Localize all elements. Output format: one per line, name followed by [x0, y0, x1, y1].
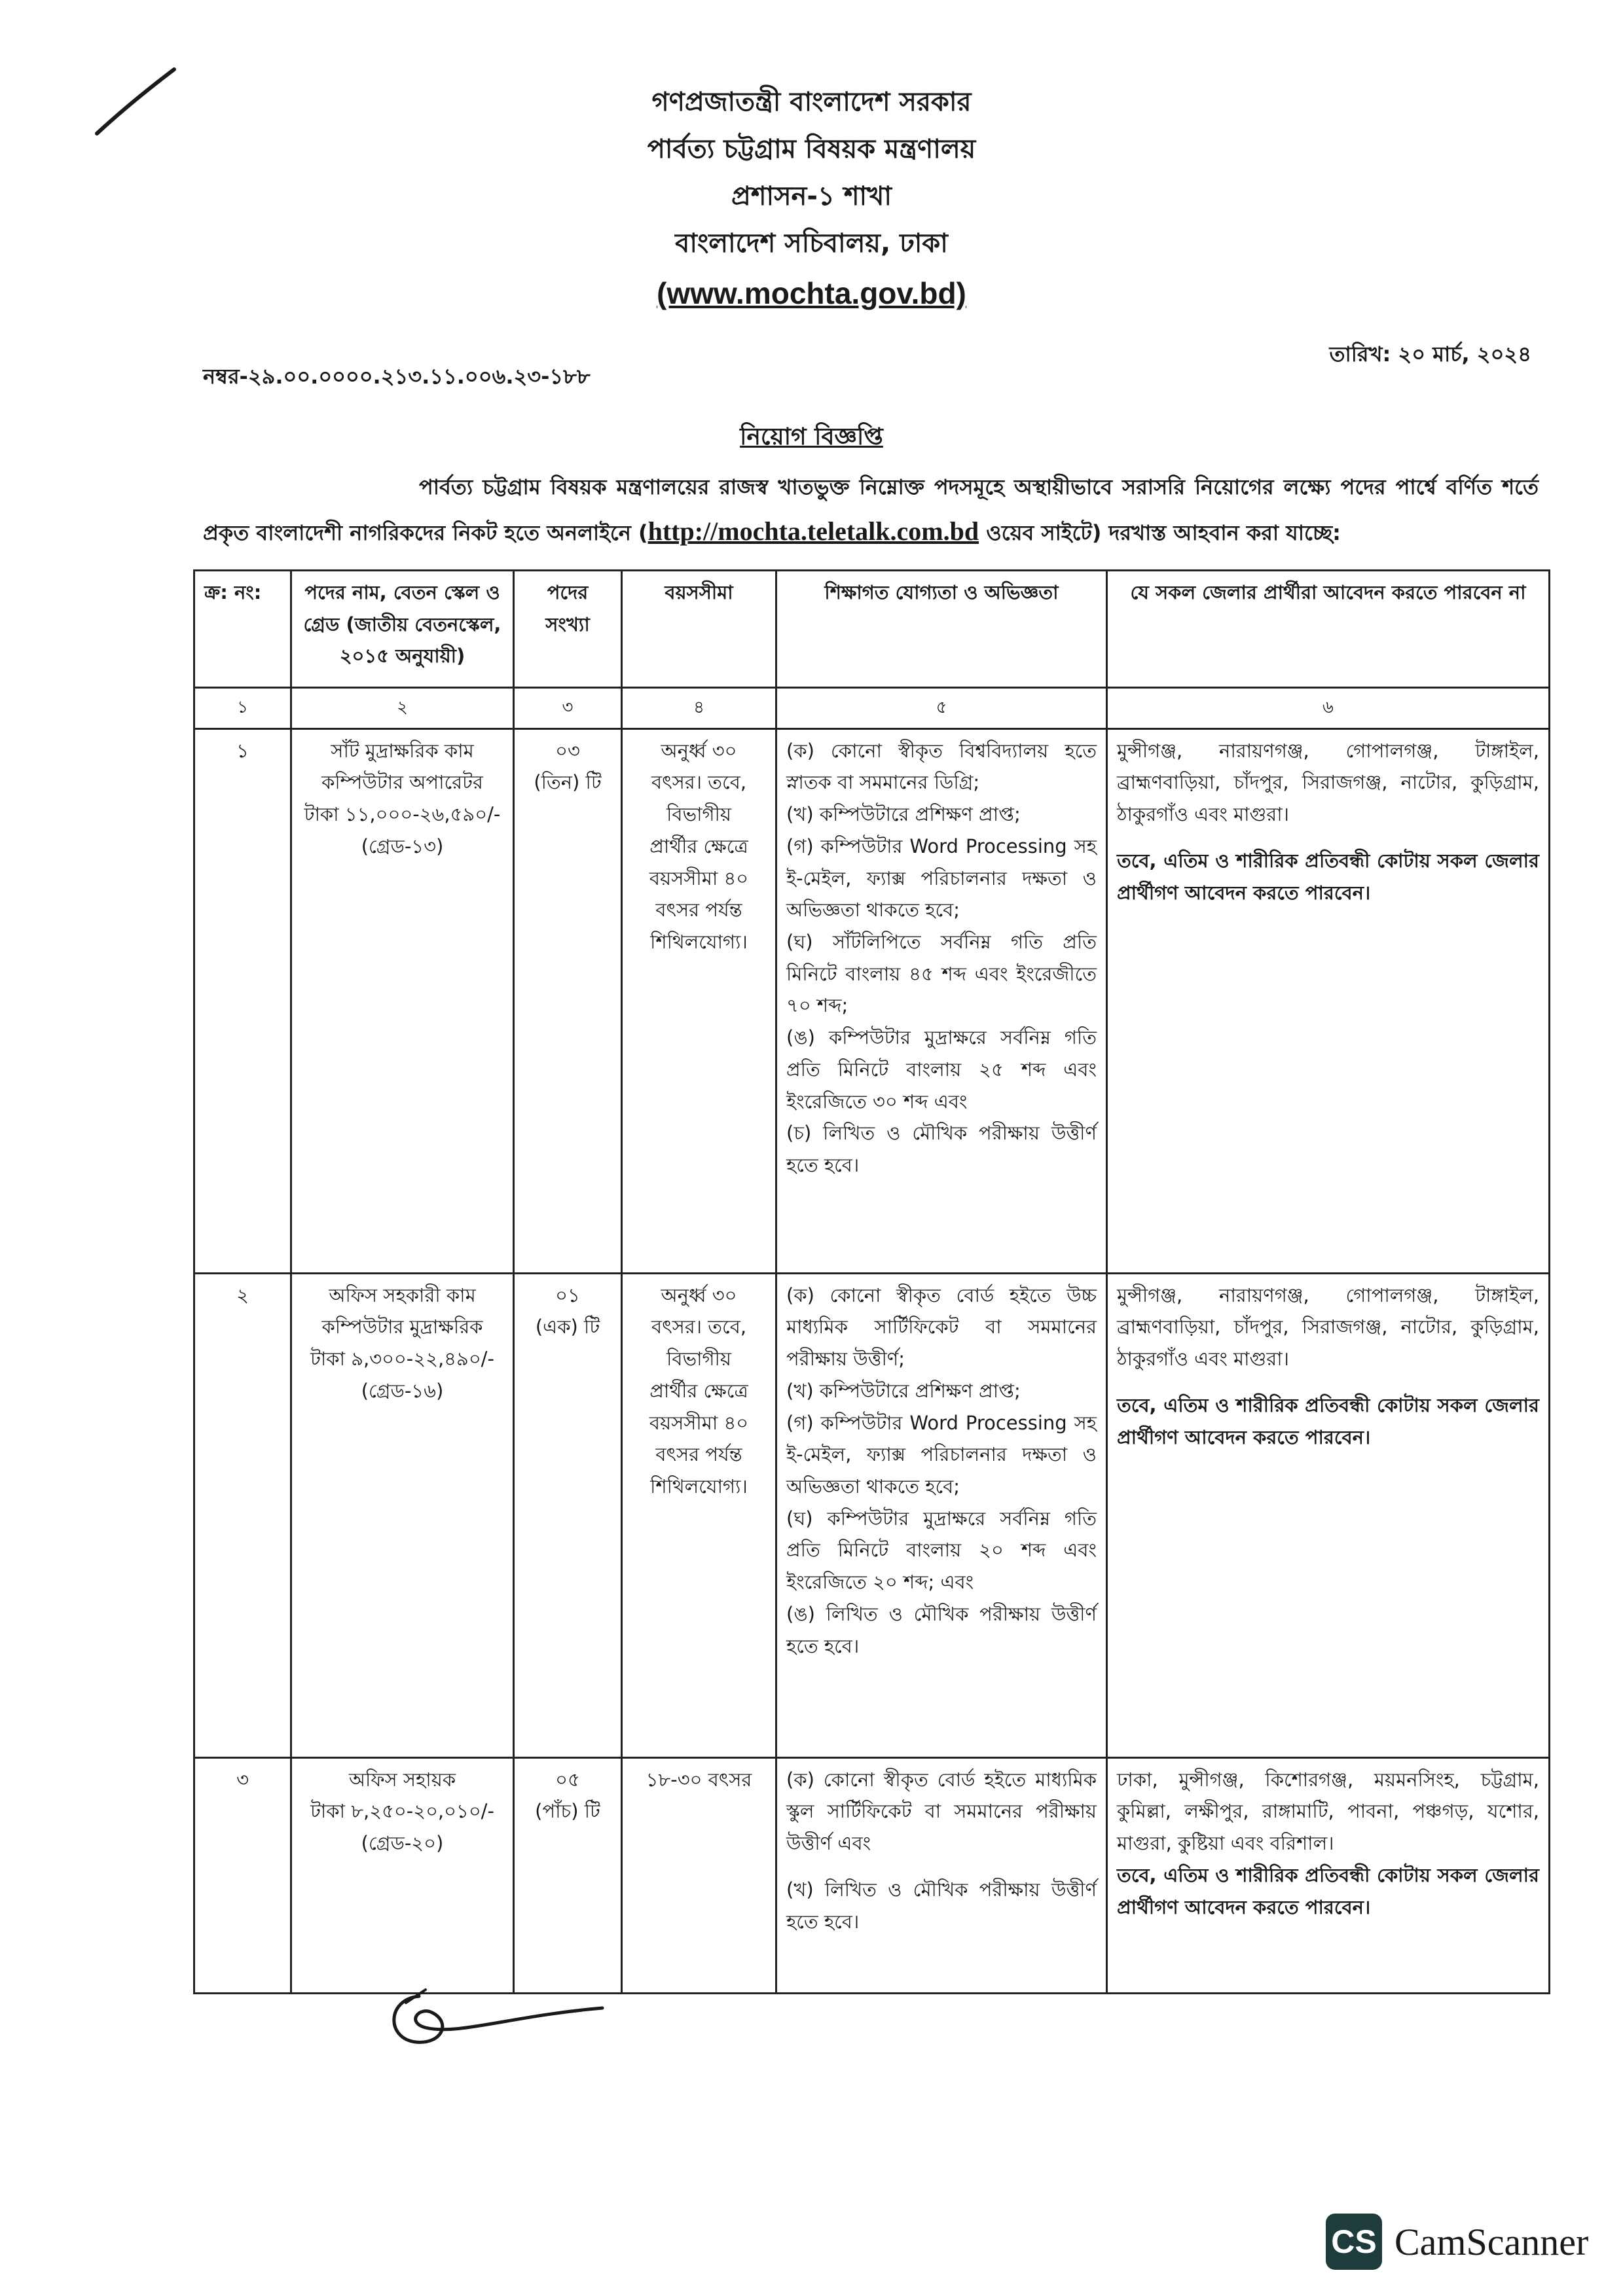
age-cell	[622, 1757, 776, 1993]
intro-paragraph	[203, 465, 1539, 555]
post-line: কম্পিউটার মুদ্রাক্ষরিক	[321, 1316, 483, 1338]
application-link[interactable]: http://mochta.teletalk.com.bd	[647, 516, 979, 546]
column-number: ৩	[514, 688, 622, 729]
post-line: (গ্রেড-২০)	[361, 1832, 444, 1855]
age-line: বিভাগীয়	[666, 1348, 731, 1371]
camscanner-logo: CS	[1326, 2214, 1382, 2270]
count-words: (এক) টি	[535, 1316, 600, 1338]
column-number: ৬	[1107, 688, 1550, 729]
quota-note: তবে, এতিম ও শারীরিক প্রতিবন্ধী কোটায় সকল জেলার প্রার্থীগণ আবেদন করতে পারবেন।	[1117, 1863, 1539, 1918]
qualification-item: (চ) লিখিত ও মৌখিক পরীক্ষায় উত্তীর্ণ হতে হবে।	[786, 1122, 1097, 1177]
spacer	[1117, 1375, 1539, 1390]
count-number: ০৩	[555, 739, 580, 762]
qualification-cell	[776, 1757, 1107, 1993]
qualification-item: (খ) লিখিত ও মৌখিক পরীক্ষায় উত্তীর্ণ হতে হবে।	[786, 1878, 1097, 1933]
age-line: বৎসর। তবে,	[651, 1316, 747, 1338]
intro-text: পার্বত্য চট্টগ্রাম বিষয়ক মন্ত্রণালয়ের রাজস্ব খাতভুক্ত নিম্নোক্ত পদসমূহে অস্থায়ীভাবে সরাসরি নিয়োগের লক্ষ্যে পদের পার্শ্বে বর্ণিত শর্তে প্রকৃত বাংলাদেশী নাগরিকদের নিকট হতে অনলাইনে (	[203, 475, 1539, 545]
post-cell	[291, 728, 514, 1273]
post-line: অফিস সহায়ক	[348, 1768, 456, 1791]
header-count: পদের সংখ্যা	[514, 571, 622, 688]
count-number: ০৫	[555, 1768, 580, 1791]
spacer	[786, 1859, 1097, 1874]
header-qualification: শিক্ষাগত যোগ্যতা ও অভিজ্ঞতা	[776, 571, 1107, 688]
vacancy-table	[193, 569, 1550, 1994]
branch-name: প্রশাসন-১ শাখা	[731, 181, 892, 211]
quota-note: তবে, এতিম ও শারীরিক প্রতিবন্ধী কোটায় সকল জেলার প্রার্থীগণ আবেদন করতে পারবেন।	[1117, 1393, 1539, 1448]
column-number: ১	[194, 688, 291, 729]
column-number: ৫	[776, 688, 1107, 729]
office-address: বাংলাদেশ সচিবালয়, ঢাকা	[675, 228, 948, 259]
post-line: টাকা ১১,০০০-২৬,৫৯০/-	[304, 803, 501, 826]
table-header-row	[194, 571, 1550, 688]
age-line: বিভাগীয়	[666, 803, 731, 826]
spacer	[1117, 831, 1539, 845]
count-cell	[514, 1273, 622, 1757]
qualification-cell	[776, 1273, 1107, 1757]
header-districts: যে সকল জেলার প্রার্থীরা আবেদন করতে পারবেন না	[1107, 571, 1550, 688]
age-cell	[622, 728, 776, 1273]
table-row	[194, 1757, 1550, 1993]
post-line: কম্পিউটার অপারেটর	[321, 771, 483, 794]
post-line: সাঁট মুদ্রাক্ষরিক কাম	[331, 739, 474, 762]
districts-cell	[1107, 1757, 1550, 1993]
issue-date: তারিখ: ২০ মার্চ, ২০২৪	[1329, 342, 1531, 367]
website-link[interactable]: (www.mochta.gov.bd)	[657, 276, 966, 310]
qualification-item: (খ) কম্পিউটারে প্রশিক্ষণ প্রাপ্ত;	[786, 803, 1021, 826]
count-words: (পাঁচ) টি	[535, 1800, 600, 1823]
post-line: টাকা ৯,৩০০-২২,৪৯০/-	[310, 1348, 494, 1371]
quota-note: তবে, এতিম ও শারীরিক প্রতিবন্ধী কোটায় সকল জেলার প্রার্থীগণ আবেদন করতে পারবেন।	[1117, 849, 1539, 904]
excluded-districts: মুন্সীগঞ্জ, নারায়ণগঞ্জ, গোপালগঞ্জ, টাঙ্গাইল, ব্রাহ্মণবাড়িয়া, চাঁদপুর, সিরাজগঞ্জ, নাটোর, কুড়িগ্রাম, ঠাকুরগাঁও এবং মাগুরা।	[1117, 1283, 1539, 1371]
count-words: (তিন) টি	[534, 771, 602, 794]
qualification-item: (ক) কোনো স্বীকৃত বোর্ড হইতে উচ্চ মাধ্যমিক সার্টিফিকেট বা সমমানের পরীক্ষায় উত্তীর্ণ;	[786, 1283, 1097, 1371]
age-line: বৎসর পর্যন্ত	[655, 899, 742, 922]
intro-suffix: ওয়েব সাইটে) দরখাস্ত আহবান করা যাচ্ছে:	[979, 520, 1341, 545]
excluded-districts: মুন্সীগঞ্জ, নারায়ণগঞ্জ, গোপালগঞ্জ, টাঙ্গাইল, ব্রাহ্মণবাড়িয়া, চাঁদপুর, সিরাজগঞ্জ, নাটোর, কুড়িগ্রাম, ঠাকুরগাঁও এবং মাগুরা।	[1117, 739, 1539, 826]
table-row	[194, 1273, 1550, 1757]
count-cell	[514, 728, 622, 1273]
serial-cell: ৩	[194, 1757, 291, 1993]
age-line: প্রার্থীর ক্ষেত্রে	[649, 834, 748, 857]
age-line: বয়সসীমা ৪০	[649, 1411, 749, 1434]
qualification-cell	[776, 728, 1107, 1273]
notice-title: নিয়োগ বিজ্ঞপ্তি	[740, 423, 883, 450]
post-line: (গ্রেড-১৩)	[361, 834, 444, 857]
count-cell	[514, 1757, 622, 1993]
post-cell	[291, 1757, 514, 1993]
qualification-item: (ঘ) কম্পিউটার মুদ্রাক্ষরে সর্বনিম্ন গতি প্রতি মিনিটে বাংলায় ২০ শব্দ এবং ইংরেজিতে ২০ শব্দ; এবং	[786, 1507, 1097, 1594]
post-cell	[291, 1273, 514, 1757]
qualification-item: (খ) কম্পিউটারে প্রশিক্ষণ প্রাপ্ত;	[786, 1379, 1021, 1402]
memo-number: নম্বর-২৯.০০.০০০০.২১৩.১১.০০৬.২৩-১৮৮	[203, 364, 591, 389]
qualification-item: (ঘ) সাঁটলিপিতে সর্বনিম্ন গতি প্রতি মিনিটে বাংলায় ৪৫ শব্দ এবং ইংরেজীতে ৭০ শব্দ;	[786, 930, 1097, 1017]
districts-cell	[1107, 1273, 1550, 1757]
post-line: (গ্রেড-১৬)	[361, 1379, 444, 1402]
serial-cell: ২	[194, 1273, 291, 1757]
age-cell	[622, 1273, 776, 1757]
count-number: ০১	[555, 1283, 580, 1306]
post-line: টাকা ৮,২৫০-২০,০১০/-	[310, 1800, 494, 1823]
qualification-item: (ঙ) লিখিত ও মৌখিক পরীক্ষায় উত্তীর্ণ হতে হবে।	[786, 1602, 1097, 1657]
age-line: বৎসর। তবে,	[651, 771, 747, 794]
age-line: বয়সসীমা ৪০	[649, 867, 749, 889]
header-age: বয়সসীমা	[622, 571, 776, 688]
post-line: অফিস সহকারী কাম	[329, 1283, 476, 1306]
table-row	[194, 728, 1550, 1273]
qualification-item: (গ) কম্পিউটার Word Processing সহ ই-মেইল, ফ্যাক্স পরিচালনার দক্ষতা ও অভিজ্ঞতা থাকতে হবে;	[786, 1411, 1097, 1498]
column-number-row	[194, 688, 1550, 729]
qualification-item: (গ) কম্পিউটার Word Processing সহ ই-মেইল, ফ্যাক্স পরিচালনার দক্ষতা ও অভিজ্ঞতা থাকতে হবে;	[786, 834, 1097, 922]
qualification-item: (ক) কোনো স্বীকৃত বিশ্ববিদ্যালয় হতে স্নাতক বা সমমানের ডিগ্রি;	[786, 739, 1097, 794]
header-post: পদের নাম, বেতন স্কেল ও গ্রেড (জাতীয় বেতনস্কেল, ২০১৫ অনুযায়ী)	[291, 571, 514, 688]
age-line: শিথিলযোগ্য।	[650, 930, 748, 953]
age-line: ১৮-৩০ বৎসর	[646, 1768, 752, 1791]
age-line: বৎসর পর্যন্ত	[655, 1443, 742, 1466]
serial-cell: ১	[194, 728, 291, 1273]
header-serial: ক্র: নং:	[194, 571, 291, 688]
age-line: শিথিলযোগ্য।	[650, 1475, 748, 1498]
signature-image	[380, 1977, 615, 2055]
govt-name: গণপ্রজাতন্ত্রী বাংলাদেশ সরকার	[651, 87, 972, 117]
age-line: অনুর্ধ্ব ৩০	[661, 739, 737, 762]
letterhead	[0, 79, 1623, 319]
column-number: ৪	[622, 688, 776, 729]
camscanner-watermark: CamScanner	[1395, 2221, 1589, 2263]
qualification-item: (ক) কোনো স্বীকৃত বোর্ড হইতে মাধ্যমিক স্কুল সার্টিফিকেট বা সমমানের পরীক্ষায় উত্তীর্ণ এবং	[786, 1768, 1097, 1855]
age-line: অনুর্ধ্ব ৩০	[661, 1283, 737, 1306]
districts-cell	[1107, 728, 1550, 1273]
age-line: প্রার্থীর ক্ষেত্রে	[649, 1379, 748, 1402]
qualification-item: (ঙ) কম্পিউটার মুদ্রাক্ষরে সর্বনিম্ন গতি প্রতি মিনিটে বাংলায় ২৫ শব্দ এবং ইংরেজিতে ৩০ শব্দ এবং	[786, 1026, 1097, 1113]
excluded-districts: ঢাকা, মুন্সীগঞ্জ, কিশোরগঞ্জ, ময়মনসিংহ, চট্টগ্রাম, কুমিল্লা, লক্ষীপুর, রাঙ্গামাটি, পাবনা, পঞ্চগড়, যশোর, মাগুরা, কুষ্টিয়া এবং বরিশাল।	[1117, 1768, 1539, 1855]
ministry-name: পার্বত্য চট্টগ্রাম বিষয়ক মন্ত্রণালয়	[647, 134, 976, 164]
column-number: ২	[291, 688, 514, 729]
